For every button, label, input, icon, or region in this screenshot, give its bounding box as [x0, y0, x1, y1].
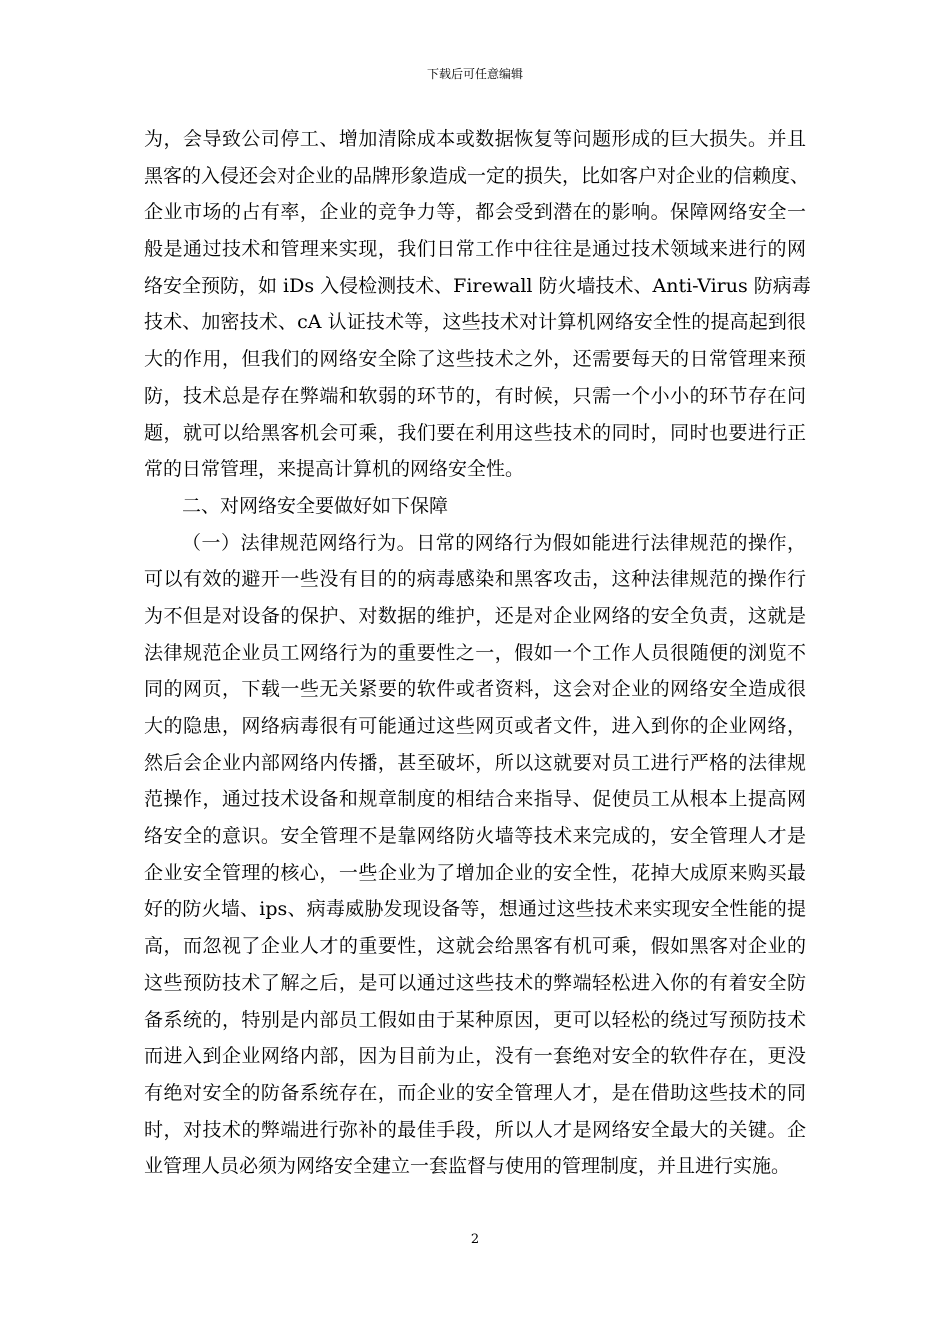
text-line: 法律规范企业员工网络行为的重要性之一，假如一个工作人员很随便的浏览不: [144, 641, 806, 664]
text-line: 为不但是对设备的保护、对数据的维护，还是对企业网络的安全负责，这就是: [144, 604, 806, 627]
text-line: 可以有效的避开一些没有目的的病毒感染和黑客攻击，这种法律规范的操作行: [144, 568, 806, 591]
text-line: 题，就可以给黑客机会可乘，我们要在利用这些技术的同时，同时也要进行正: [144, 421, 806, 444]
text-line: 备系统的，特别是内部员工假如由于某种原因，更可以轻松的绕过写预防技术: [144, 1008, 806, 1031]
section-heading: 二、对网络安全要做好如下保障: [182, 494, 449, 517]
text-line: 时，对技术的弊端进行弥补的最佳手段，所以人才是网络安全最大的关键。企: [144, 1118, 806, 1141]
text-line: 企业安全管理的核心，一些企业为了增加企业的安全性，花掉大成原来购买最: [144, 861, 806, 884]
text-line: 黑客的入侵还会对企业的品牌形象造成一定的损失，比如客户对企业的信赖度、: [144, 164, 810, 187]
text-line: 好的防火墙、ips、病毒威胁发现设备等，想通过这些技术来实现安全性能的提: [144, 898, 806, 921]
document-body: [144, 121, 811, 1185]
text-line: 业管理人员必须为网络安全建立一套监督与使用的管理制度，并且进行实施。: [144, 1155, 791, 1178]
text-line: 防，技术总是存在弊端和软弱的环节的，有时候，只需一个小小的环节存在问: [144, 384, 806, 407]
paragraph-2: [144, 525, 806, 1185]
page-number: 2: [470, 1232, 480, 1247]
text-line: 般是通过技术和管理来实现，我们日常工作中往往是通过技术领域来进行的网: [144, 238, 806, 261]
text-line: 企业市场的占有率，企业的竞争力等，都会受到潜在的影响。保障网络安全一: [144, 201, 806, 224]
page-header: 下载后可任意编辑: [426, 67, 523, 81]
text-line: 范操作，通过技术设备和规章制度的相结合来指导、促使员工从根本上提高网: [144, 788, 806, 811]
text-line: 这些预防技术了解之后，是可以通过这些技术的弊端轻松进入你的有着安全防: [144, 971, 806, 994]
text-line: （一）法律规范网络行为。日常的网络行为假如能进行法律规范的操作，: [182, 531, 806, 554]
text-line: 络安全预防，如 iDs 入侵检测技术、Firewall 防火墙技术、Anti-Virus 防病毒: [144, 274, 811, 297]
text-line: 技术、加密技术、cA 认证技术等，这些技术对计算机网络安全性的提高起到很: [144, 311, 806, 334]
text-line: 同的网页，下载一些无关紧要的软件或者资料，这会对企业的网络安全造成很: [144, 678, 806, 701]
text-line: 然后会企业内部网络内传播，甚至破坏，所以这就要对员工进行严格的法律规: [144, 751, 806, 774]
text-line: 为，会导致公司停工、增加清除成本或数据恢复等问题形成的巨大损失。并且: [144, 128, 806, 150]
text-line: 有绝对安全的防备系统存在，而企业的安全管理人才，是在借助这些技术的同: [144, 1081, 806, 1104]
text-line: 大的隐患，网络病毒很有可能通过这些网页或者文件，进入到你的企业网络，: [144, 715, 806, 737]
text-line: 常的日常管理，来提高计算机的网络安全性。: [144, 458, 525, 481]
text-line: 大的作用，但我们的网络安全除了这些技术之外，还需要每天的日常管理来预: [144, 348, 806, 371]
text-line: 络安全的意识。安全管理不是靠网络防火墙等技术来完成的，安全管理人才是: [144, 825, 806, 848]
text-line: 高，而忽视了企业人才的重要性，这就会给黑客有机可乘，假如黑客对企业的: [144, 935, 806, 958]
paragraph-1: [144, 121, 811, 488]
text-line: 而进入到企业网络内部，因为目前为止，没有一套绝对安全的软件存在，更没: [144, 1045, 806, 1068]
